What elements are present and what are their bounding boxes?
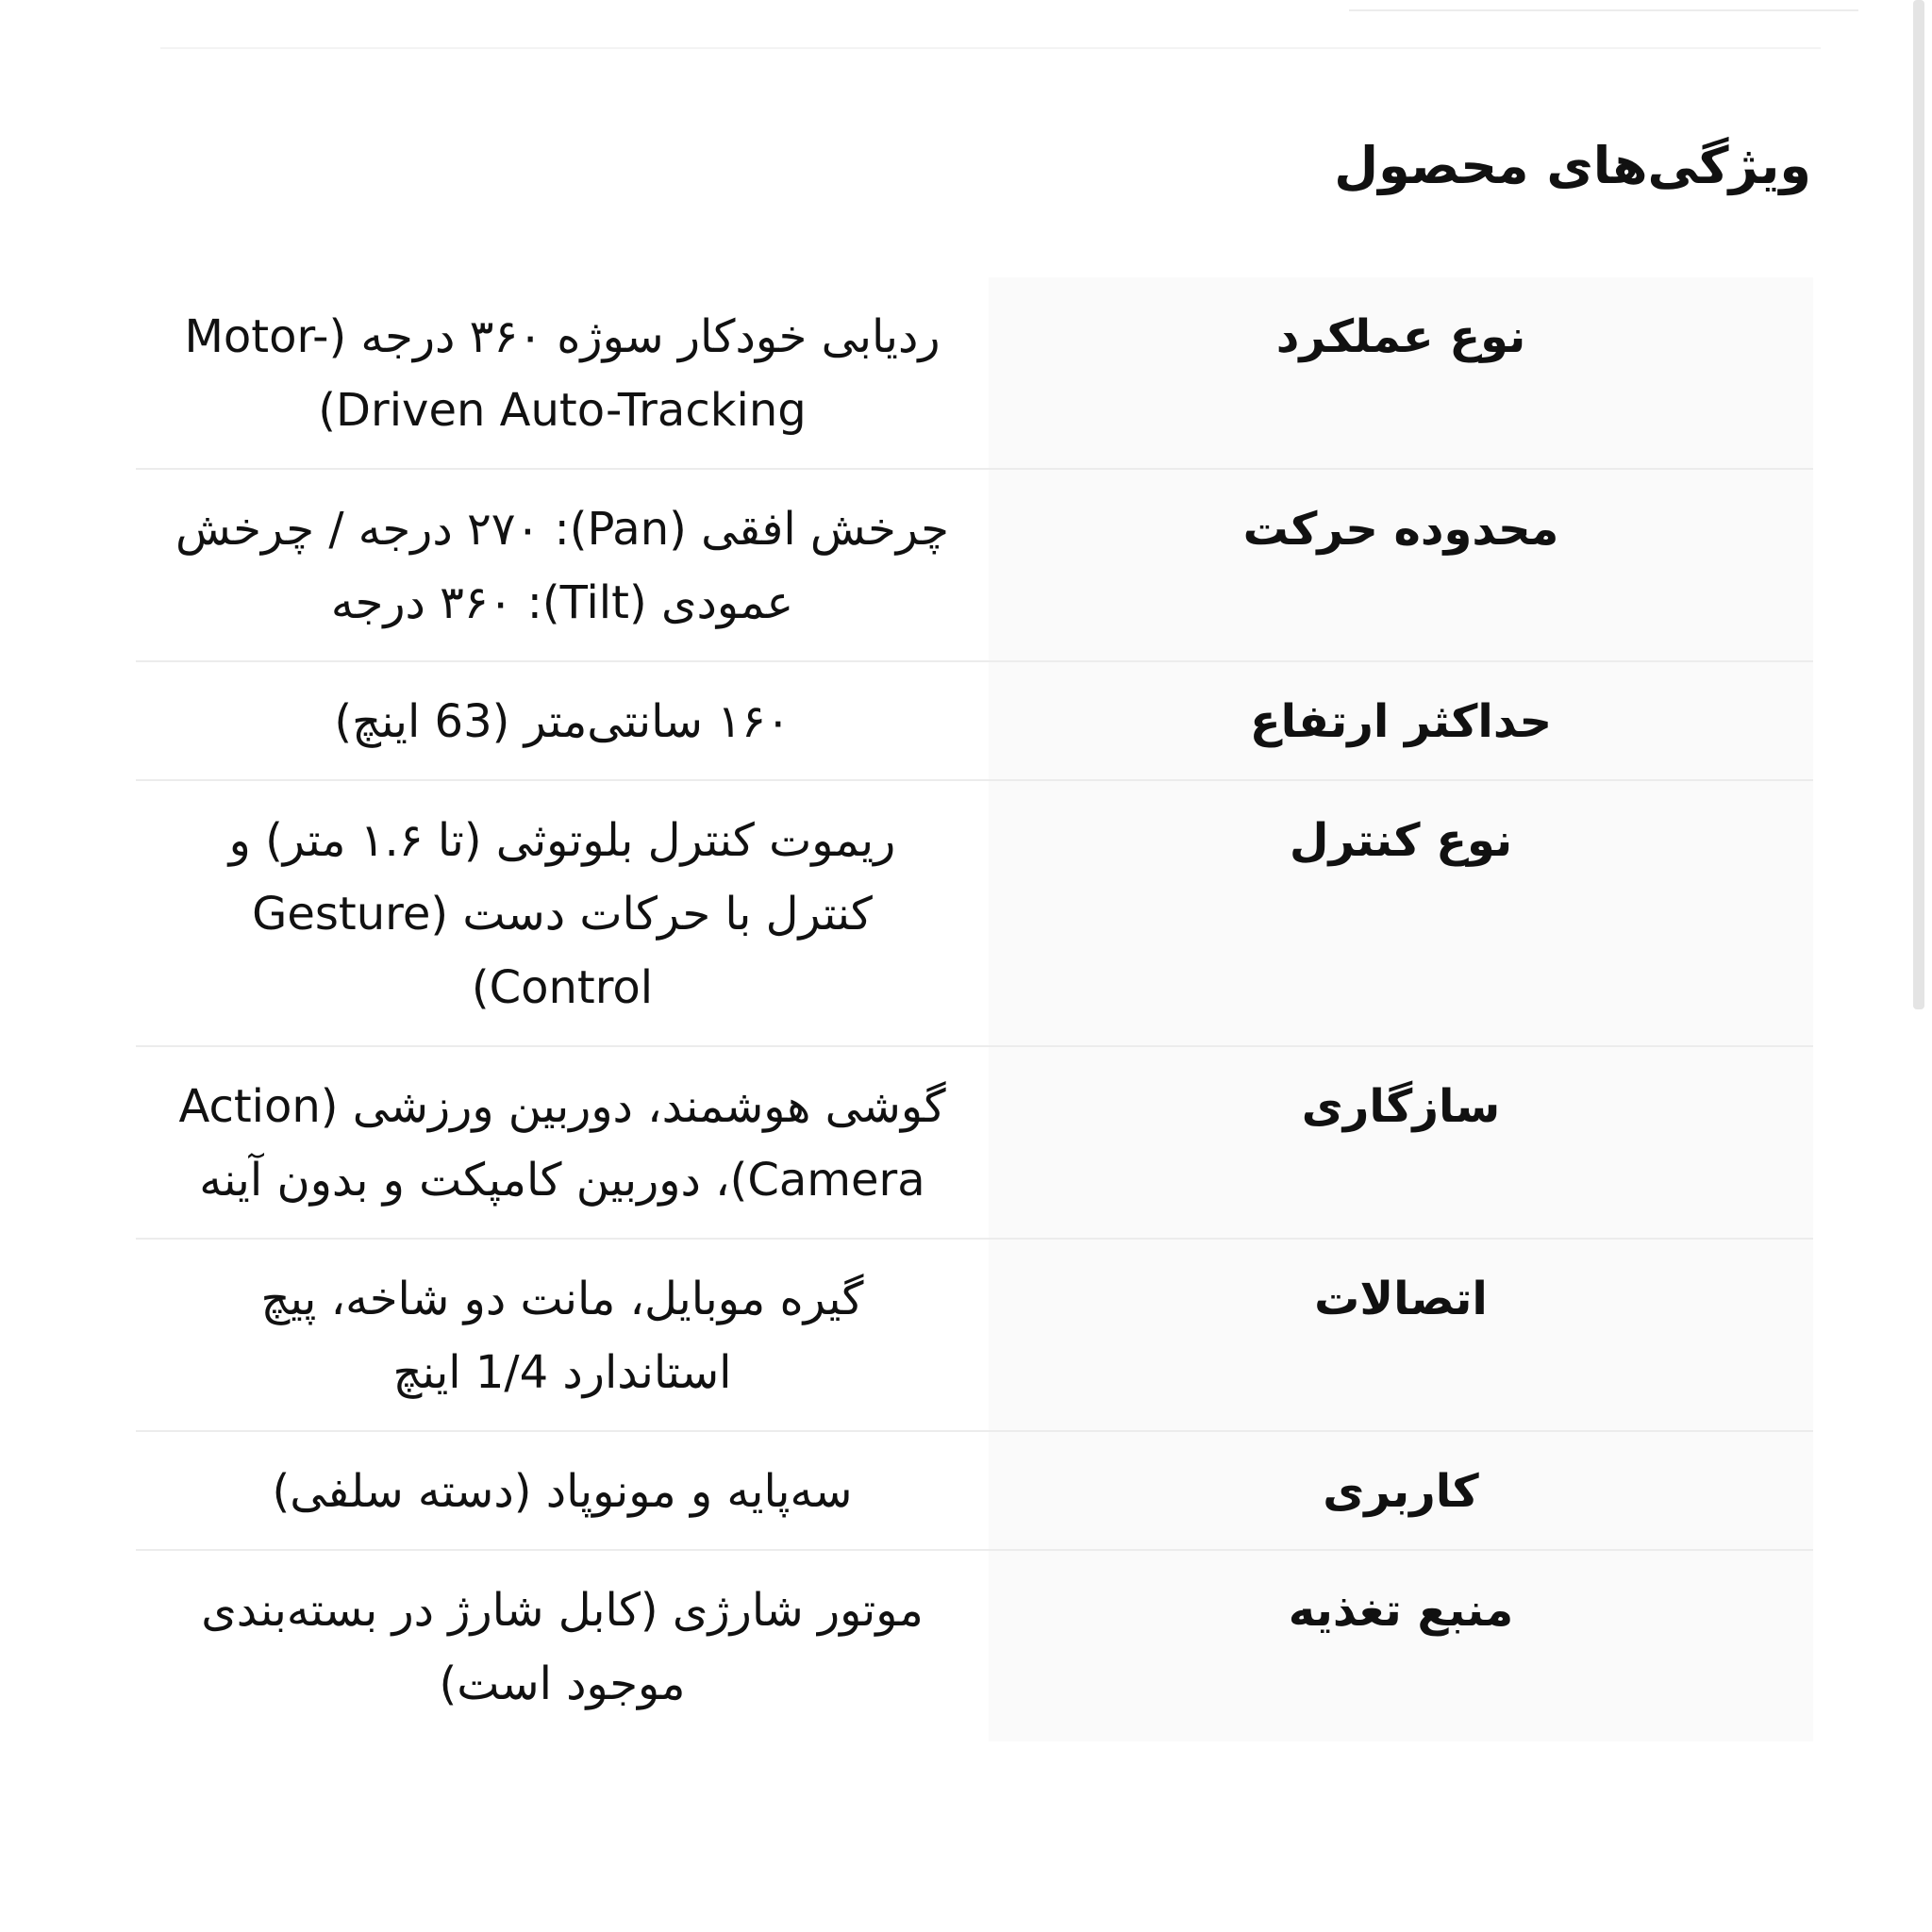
spec-label-cell — [989, 1431, 1813, 1550]
table-row — [136, 780, 1813, 1046]
spec-label: منبع تغذیه — [1288, 1584, 1514, 1637]
spec-label: سازگاری — [1301, 1080, 1501, 1133]
spec-label: محدوده حرکت — [1242, 503, 1559, 556]
spec-label-cell — [989, 780, 1813, 1046]
spec-value-cell — [136, 469, 989, 661]
table-row — [136, 277, 1813, 469]
spec-value-cell — [136, 1239, 989, 1431]
section-title: ویژگی‌های محصول — [1334, 136, 1811, 195]
top-divider — [1349, 9, 1858, 11]
table-row — [136, 1239, 1813, 1431]
spec-label-cell — [989, 661, 1813, 780]
spec-value-cell — [136, 661, 989, 780]
spec-label: کاربری — [1323, 1465, 1479, 1518]
spec-label-cell — [989, 277, 1813, 469]
spec-value: سه‌پایه و مونوپاد (دسته سلفی) — [272, 1465, 853, 1518]
spec-value: گوشی هوشمند، دوربین ورزشی (Action Camera)، دوربین کامپکت و بدون آینه — [178, 1080, 946, 1207]
scrollbar[interactable] — [1913, 0, 1924, 1009]
spec-value: ریموت کنترل بلوتوثی (تا ۱.۶ متر) و کنترل با حرکات دست (Gesture Control) — [228, 814, 896, 1014]
header-divider — [160, 47, 1821, 49]
spec-label-cell — [989, 1046, 1813, 1239]
table-row — [136, 1550, 1813, 1741]
spec-label: نوع کنترل — [1289, 814, 1513, 867]
spec-value: موتور شارژی (کابل شارژ در بسته‌بندی موجود است) — [201, 1584, 924, 1710]
spec-value: ۱۶۰ سانتی‌متر (63 اینچ) — [334, 695, 791, 748]
table-row — [136, 1046, 1813, 1239]
spec-value-cell — [136, 1046, 989, 1239]
spec-label: نوع عملکرد — [1275, 310, 1526, 363]
spec-label-cell — [989, 1550, 1813, 1741]
spec-label: حداکثر ارتفاع — [1249, 695, 1553, 748]
spec-label: اتصالات — [1314, 1273, 1488, 1325]
spec-label-cell — [989, 469, 1813, 661]
table-row — [136, 661, 1813, 780]
spec-value: ردیابی خودکار سوژه ۳۶۰ درجه (Motor-Driven Auto-Tracking) — [184, 310, 941, 437]
spec-value: چرخش افقی (Pan): ۲۷۰ درجه / چرخش عمودی (Tilt): ۳۶۰ درجه — [175, 503, 949, 629]
spec-table — [136, 277, 1813, 1741]
spec-value-cell — [136, 277, 989, 469]
table-row — [136, 469, 1813, 661]
spec-value-cell — [136, 1431, 989, 1550]
table-row — [136, 1431, 1813, 1550]
spec-label-cell — [989, 1239, 1813, 1431]
spec-value: گیره موبایل، مانت دو شاخه، پیچ استاندارد 1/4 اینچ — [260, 1273, 864, 1399]
spec-value-cell — [136, 780, 989, 1046]
spec-value-cell — [136, 1550, 989, 1741]
